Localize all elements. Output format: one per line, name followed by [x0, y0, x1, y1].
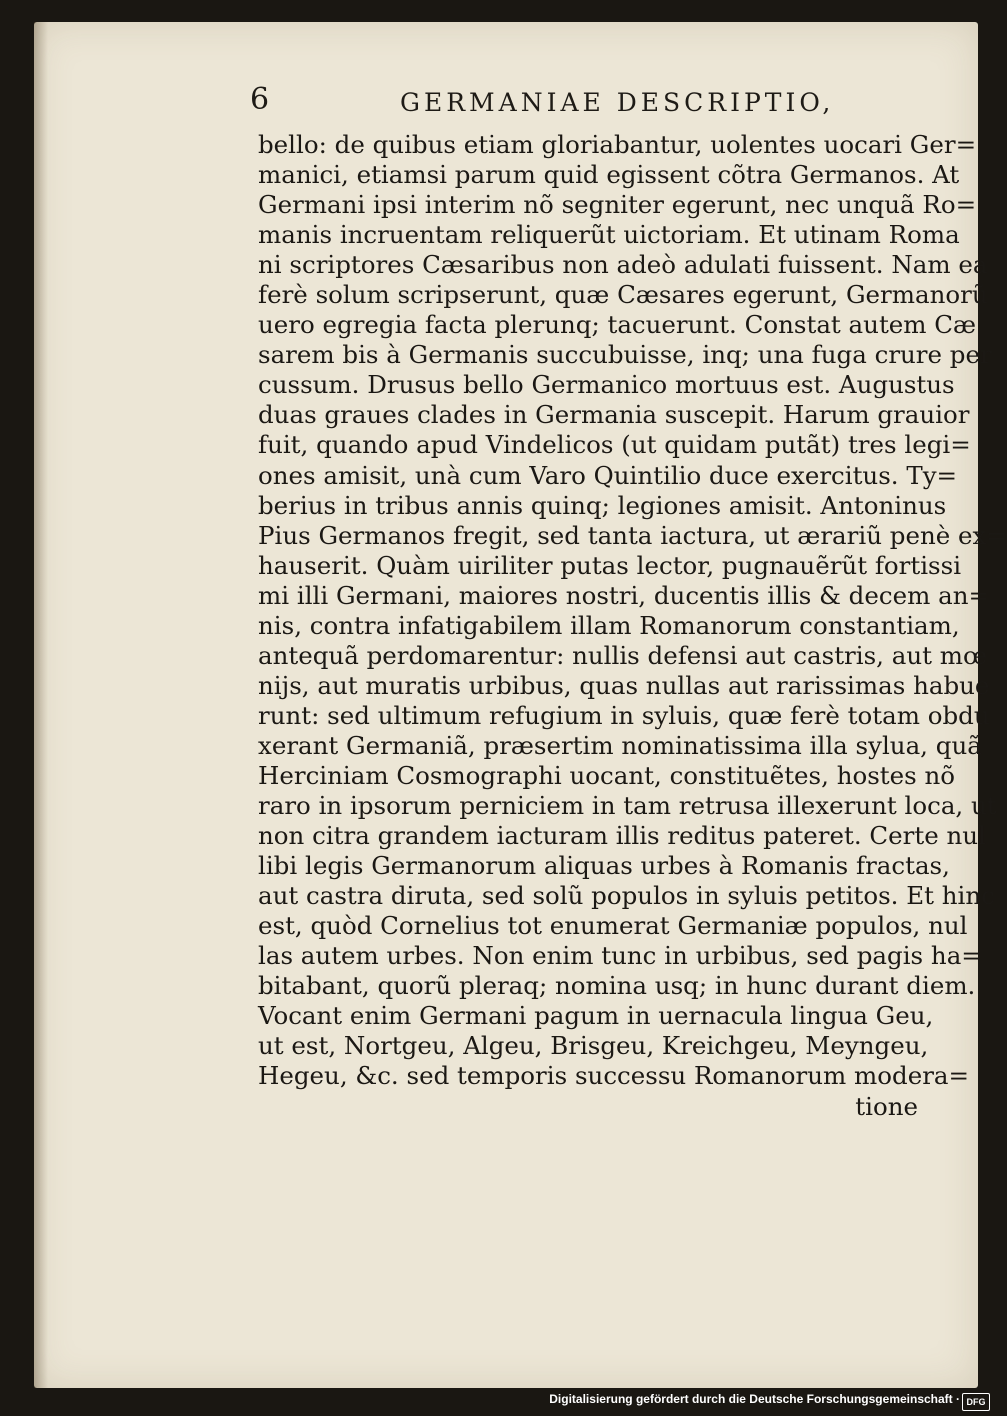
funding-credit: Digitalisierung gefördert durch die Deutsche Forschungsgemeinschaft · [549, 1392, 960, 1406]
text-line: antequã perdomarentur: nullis defensi aut castris, aut mœ [258, 640, 988, 670]
text-line: fuit, quando apud Vindelicos (ut quidam putãt) tres legi= [258, 430, 971, 460]
text-line: Germani ipsi interim nõ segniter egerunt, nec unquã Ro= [258, 190, 977, 220]
dfg-logo-text: DFG [966, 1397, 986, 1407]
running-head [250, 82, 910, 126]
text-line: ones amisit, unà cum Varo Quintilio duce exercitus. Ty= [258, 460, 958, 490]
text-line: libi legis Germanorum aliquas urbes à Romanis fractas, [258, 851, 950, 881]
running-title: GERMANIAE DESCRIPTIO, [400, 88, 835, 117]
text-line: ni scriptores Cæsaribus non adeò adulati fuissent. Nam ea [258, 250, 988, 280]
text-line: bitabant, quorũ pleraq; nomina usq; in hunc durant diem. [258, 971, 976, 1001]
text-line: bello: de quibus etiam gloriabantur, uolentes uocari Ger= [258, 130, 977, 159]
catchword: tione [855, 1091, 918, 1121]
text-line: non citra grandem iacturam illis reditus pateret. Certe nul [258, 821, 986, 851]
text-line: las autem urbes. Non enim tunc in urbibus, sed pagis ha= [258, 941, 982, 971]
text-line: berius in tribus annis quinq; legiones amisit. Antoninus [258, 490, 947, 520]
text-line: nijs, aut muratis urbibus, quas nullas aut rarissimas habue [258, 670, 990, 700]
text-line: cussum. Drusus bello Germanico mortuus est. Augustus [258, 370, 955, 400]
text-line: runt: sed ultimum refugium in syluis, quæ ferè totam obdu [258, 700, 990, 730]
text-line: manici, etiamsi parum quid egissent cõtra Germanos. At [258, 160, 960, 190]
text-line: mi illi Germani, maiores nostri, ducentis illis & decem an= [258, 580, 990, 610]
text-line: aut castra diruta, sed solũ populos in syluis petitos. Et hinc [258, 881, 995, 911]
text-line: est, quòd Cornelius tot enumerat Germaniæ populos, nul [258, 911, 968, 941]
text-line: sarem bis à Germanis succubuisse, inq; una fuga crure per [258, 340, 992, 370]
text-line: hauserit. Quàm uiriliter putas lector, pugnauẽrũt fortissi [258, 550, 962, 580]
text-line: xerant Germaniã, præsertim nominatissima illa sylua, quã [258, 730, 982, 760]
text-line: uero egregia facta plerunq; tacuerunt. Constat autem Cæ [258, 310, 977, 340]
text-line: Herciniam Cosmographi uocant, constituẽtes, hostes nõ [258, 760, 956, 790]
text-line: ut est, Nortgeu, Algeu, Brisgeu, Kreichgeu, Meyngeu, [258, 1031, 929, 1061]
text-line: Hegeu, &c. sed temporis successu Romanorum modera= [258, 1061, 970, 1091]
body-text [258, 130, 1007, 1122]
dfg-logo-icon [962, 1393, 990, 1411]
text-line: manis incruentam reliquerũt uictoriam. Et utinam Roma [258, 220, 960, 250]
text-line: raro in ipsorum perniciem in tam retrusa illexerunt loca, ut [258, 791, 997, 821]
page-gutter-shadow [34, 22, 48, 1388]
text-line: ferè solum scripserunt, quæ Cæsares egerunt, Germanorũ [258, 280, 988, 310]
text-line: nis, contra infatigabilem illam Romanorum constantiam, [258, 610, 960, 640]
text-line: Pius Germanos fregit, sed tanta iactura, ut ærariũ penè ex= [258, 520, 1007, 550]
footer-bar [0, 1388, 1000, 1416]
text-line: Vocant enim Germani pagum in uernacula lingua Geu, [258, 1001, 934, 1031]
page-number: 6 [250, 82, 270, 117]
book-page [34, 22, 1007, 1388]
text-line: duas graues clades in Germania suscepit. Harum grauior [258, 400, 970, 430]
